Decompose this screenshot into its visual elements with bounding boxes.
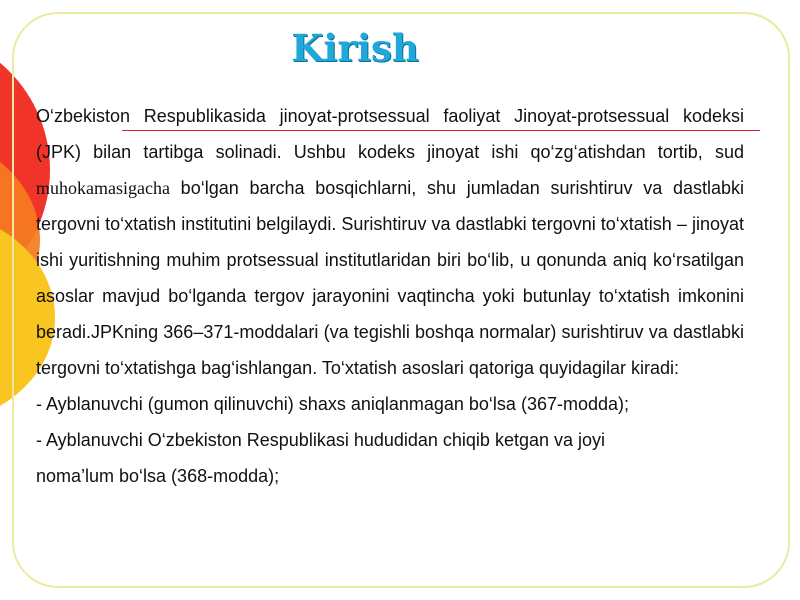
paragraph-text-part2: bo‘lgan barcha bosqichlarni, shu jumladan surishtiruv va dastlabki tergovni to‘xtatish institutini belgilaydi. Surishtiruv va dastlabki tergovni to‘xtatish – jinoyat ishi yuritishning muhim protsessual institutlaridan biri bo‘lib, u qonunda aniq ko‘rsatilgan asoslar mavjud bo‘lganda tergov jarayonini vaqtincha yoki butunlay to‘xtatish imkonini beradi.JPKning 366–371-moddalari (va tegishli boshqa normalar) surishtiruv va dastlabki tergovni to‘xtatishga bag‘ishlangan. To‘xtatish asoslari qatoriga quyidagilar kiradi: [36,178,744,378]
list-item: noma’lum bo‘lsa (368-modda); [36,466,280,486]
slide-title: Kirish [291,26,419,70]
list-item: - Ayblanuvchi O‘zbekiston Respublikasi hududidan chiqib ketgan va joyi [36,430,606,450]
slide-content [36,98,744,494]
list-item: - Ayblanuvchi (gumon qilinuvchi) shaxs aniqlanmagan bo‘lsa (367-modda); [36,394,629,414]
paragraph-serif-word: muhokamasigacha [36,178,170,198]
paragraph-text-part1: O‘zbekiston Respublikasida jinoyat-protsessual faoliyat Jinoyat-protsessual kodeksi (JPK) bilan tartibga solinadi. Ushbu kodeks jinoyat ishi qo‘zg‘atishdan tortib, sud [36,106,744,162]
intro-paragraph [36,98,744,386]
